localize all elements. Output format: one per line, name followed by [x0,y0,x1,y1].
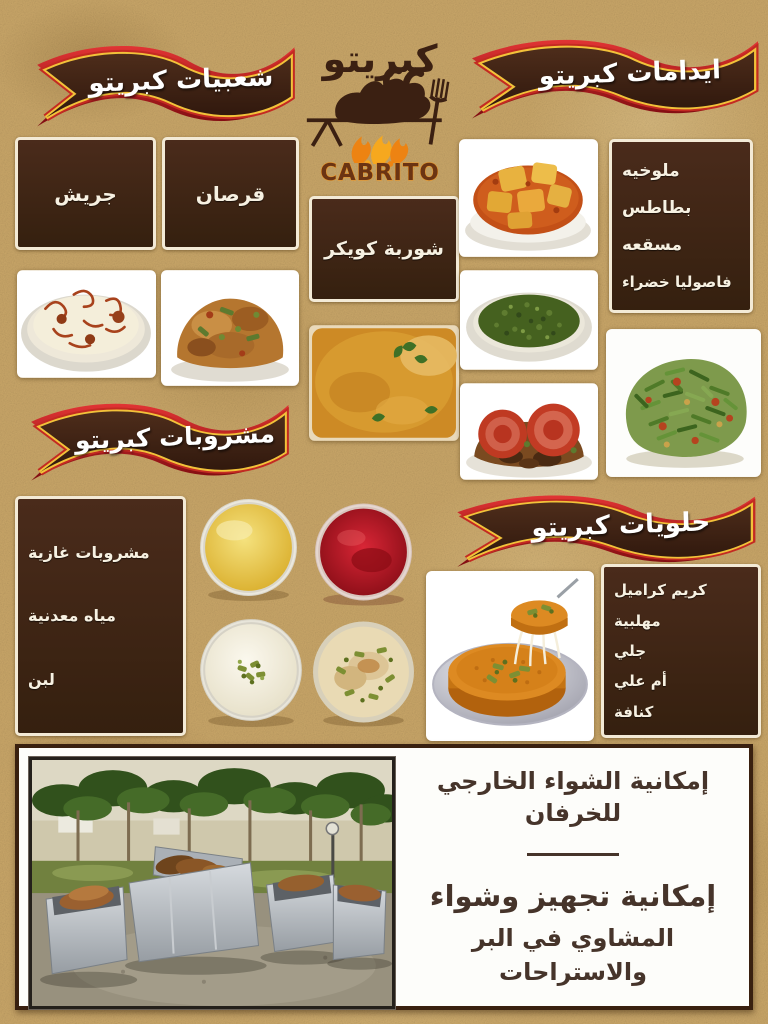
footer-divider [527,853,619,856]
footer-heading: إمكانية الشواء الخارجي للخرفان [436,766,710,828]
panel-stews-list [609,139,753,313]
footer-card [15,744,753,1010]
logo-arabic-wordmark: كبريتو [322,36,438,81]
dessert-item-label: أم علي [614,672,667,691]
ribbon-desserts-label: حلويات كبريتو [530,507,711,544]
drink-item-label: مياه معدنية [28,606,116,626]
photo-kunafa [426,571,594,741]
dessert-item-label: جلي [614,642,647,660]
dessert-item-label: مهلبية [614,611,661,630]
stew-item-label: فاصوليا خضراء [622,272,732,291]
ribbon-popular-label: شعبيات كبريتو [87,62,274,99]
panel-drinks-list [15,496,186,736]
panel-jareesh [15,137,156,250]
drink-item-label: مشروبات غازية [28,543,150,563]
photo-molokhia [460,270,598,370]
photo-jelly-cup [311,501,416,607]
jareesh-label: جريش [54,181,117,206]
drink-item-label: لبن [28,669,55,689]
panel-desserts-list [601,564,761,738]
ribbon-stews [464,36,762,122]
photo-moussaka [460,383,598,480]
ribbon-drinks [24,400,292,484]
quaker-soup-label: شوربة كويكر [324,238,444,260]
qursan-label: قرصان [195,181,266,206]
photo-green-beans [606,329,761,477]
photo-pistachio-dessert-cup [310,615,417,729]
photo-qursan [161,270,299,386]
cabrito-logo [296,30,464,182]
ribbon-stews-label: ايدامات كبريتو [538,55,722,92]
stew-item-label: بطاطس [622,197,692,218]
photo-potato-stew [459,139,598,257]
panel-qursan [162,137,299,250]
goat-spit-icon [307,70,442,146]
footer-line2: إمكانية تجهيز وشواء [429,879,717,914]
footer-text-block [397,748,749,1006]
ribbon-drinks-label: مشروبات كبريتو [74,418,276,455]
dessert-item-label: كنافة [614,702,654,721]
photo-quaker-soup [309,325,459,441]
photo-custard-cup [196,497,301,602]
grills-photo [29,757,395,1009]
ribbon-desserts [449,492,759,570]
panel-quaker-soup [309,196,459,302]
dessert-item-label: كريم كراميل [614,581,707,600]
footer-line3: المشاوي في البر والاستراحات [471,924,675,986]
photo-muhallabia-cup [195,615,307,729]
logo-latin-wordmark: CABRITO [320,160,440,182]
stew-item-label: ملوخيه [622,160,680,181]
ribbon-popular [30,42,298,130]
photo-jareesh [17,270,156,378]
stew-item-label: مسقعه [622,234,682,255]
